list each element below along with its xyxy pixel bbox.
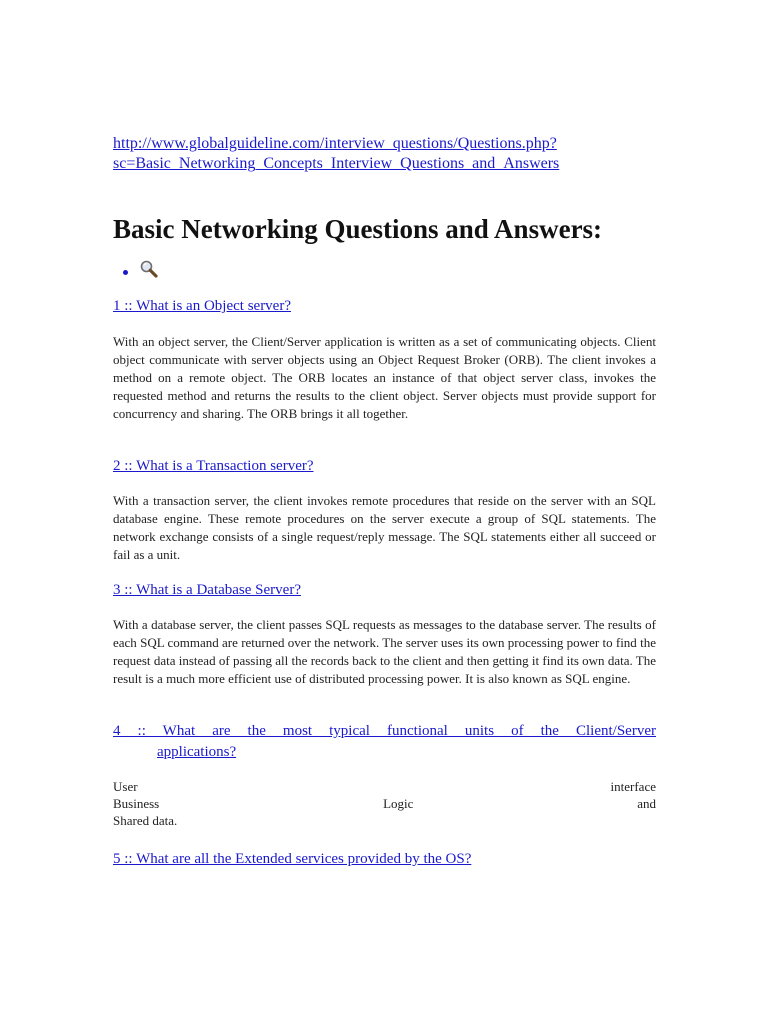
answer-4-word: User xyxy=(113,779,138,794)
answer-4-row-3 xyxy=(113,812,656,829)
answer-4-word: and xyxy=(637,796,656,811)
bullet-list-item xyxy=(123,258,159,280)
answer-1-text: With an object server, the Client/Server application is written as a set of communicating objects. Client object communicate with server objects using an Object Request Broker (ORB). The client invokes a method on a remote object. The ORB locates an instance of that object server class, invokes the requested method and returns the results to the client object. Server objects must provide support for concurrency and sharing. The ORB brings it all together. xyxy=(113,334,656,421)
bullet-dot-icon xyxy=(123,270,128,275)
answer-4-word: Logic xyxy=(383,796,414,811)
source-url-line2[interactable]: sc=Basic_Networking_Concepts_Interview_Questions_and_Answers xyxy=(113,155,560,172)
source-url-link[interactable] xyxy=(113,134,656,174)
question-5-link[interactable]: 5 :: What are all the Extended services provided by the OS? xyxy=(113,851,472,867)
question-4-link-line1[interactable]: 4 :: What are the most typical functional units of the Client/Server xyxy=(113,723,656,739)
question-2-link[interactable]: 2 :: What is a Transaction server? xyxy=(113,458,314,474)
answer-4-row-1 xyxy=(113,778,656,795)
question-4-link-line2[interactable]: applications? xyxy=(157,744,237,760)
magnifier-icon[interactable] xyxy=(139,259,159,279)
answer-3-text: With a database server, the client passes SQL requests as messages to the database server. The results of each SQL command are returned over the network. The server uses its own processing power to find the request data instead of passing all the records back to the client and then getting it find its own data. The result is a much more efficient use of distributed processing power. It is also known as SQL engine. xyxy=(113,617,656,686)
answer-4-word: Shared data. xyxy=(113,813,178,828)
answer-4-row-2 xyxy=(113,795,656,812)
source-url-line1[interactable]: http://www.globalguideline.com/interview_questions/Questions.php? xyxy=(113,135,557,152)
answer-4-word: Business xyxy=(113,796,160,811)
page-title: Basic Networking Questions and Answers: xyxy=(113,214,603,244)
answer-2-text: With a transaction server, the client invokes remote procedures that reside on the server with an SQL database engine. These remote procedures on the server execute a group of SQL statements. The network exchange consists of a single request/reply message. The SQL statements either all succeed or fail as a unit. xyxy=(113,493,656,562)
question-1-link[interactable]: 1 :: What is an Object server? xyxy=(113,298,291,314)
question-3-link[interactable]: 3 :: What is a Database Server? xyxy=(113,582,301,598)
answer-4-word: interface xyxy=(610,779,656,794)
